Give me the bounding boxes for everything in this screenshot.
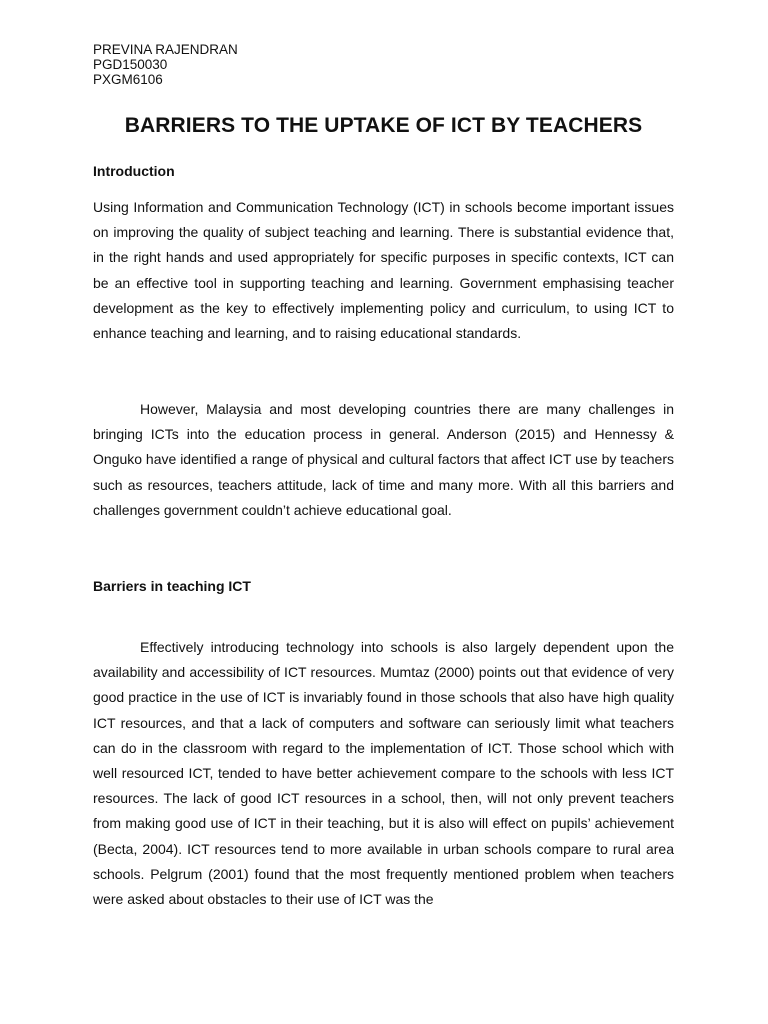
author-name: PREVINA RAJENDRAN (93, 42, 238, 57)
section-heading-introduction: Introduction (93, 163, 175, 179)
document-title: BARRIERS TO THE UPTAKE OF ICT BY TEACHERS (124, 114, 643, 137)
document-page (93, 42, 674, 908)
paragraph-barriers-1: Effectively introducing technology into schools is also largely dependent upon the availability and accessibility of ICT resources. Mumtaz (2000) points out that evidence of very good practice in the use of ICT is invariably found in those schools that also have high quality ICT resources, and that a lack of computers and software can seriously limit what teachers can do in the classroom with regard to the implementation of ICT. Those school which with well resourced ICT, tended to have better achievement compare to the schools with less ICT resources. The lack of good ICT resources in a school, then, will not only prevent teachers from making good use of ICT in their teaching, but it is also will effect on pupils’ achievement (Becta, 2004). ICT resources tend to more available in urban schools compare to rural area schools. Pelgrum (2001) found that the most frequently mentioned problem when teachers were asked about obstacles to their use of ICT was the (93, 639, 674, 908)
section-heading-barriers: Barriers in teaching ICT (93, 578, 251, 594)
student-id: PGD150030 (93, 57, 168, 72)
course-code: PXGM6106 (93, 72, 163, 87)
paragraph-intro-1: Using Information and Communication Technology (ICT) in schools become important issues on improving the quality of subject teaching and learning. There is substantial evidence that, in the right hands and used appropriately for specific purposes in specific contexts, ICT can be an effective tool in supporting teaching and learning. Government emphasising teacher development as the key to effectively implementing policy and curriculum, to using ICT to enhance teaching and learning, and to raising educational standards. (93, 199, 674, 342)
paragraph-intro-2: However, Malaysia and most developing countries there are many challenges in bringing ICTs into the education process in general. Anderson (2015) and Hennessy & Onguko have identified a range of physical and cultural factors that affect ICT use by teachers such as resources, teachers attitude, lack of time and many more. With all this barriers and challenges government couldn’t achieve educational goal. (93, 401, 674, 518)
